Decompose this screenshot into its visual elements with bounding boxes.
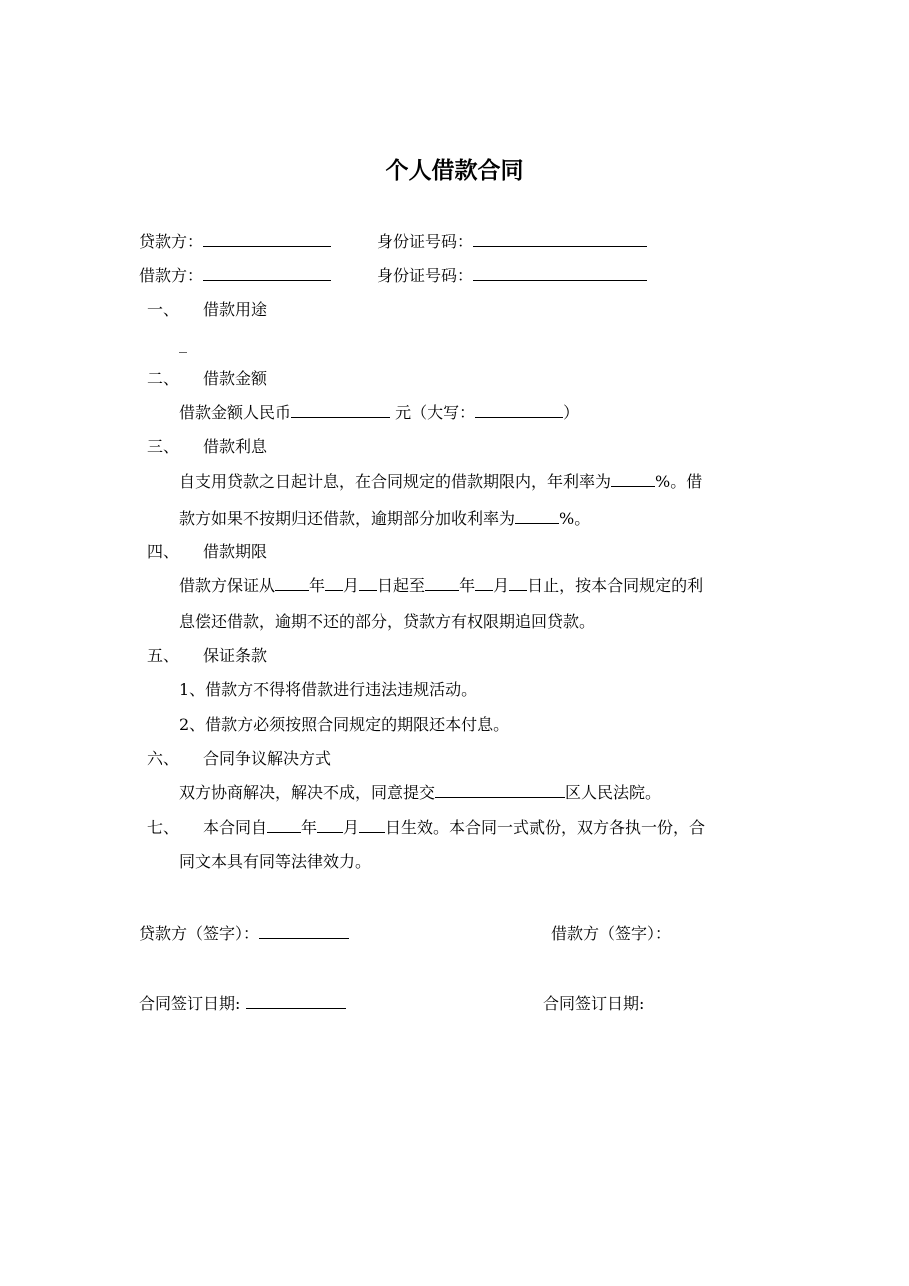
- annual-rate-field[interactable]: [611, 472, 655, 487]
- section-4-line-2: 息偿还借款，逾期不还的部分，贷款方有权限期追回贷款。: [179, 612, 596, 631]
- section-6-heading: 六、 合同争议解决方式: [147, 749, 332, 768]
- section-2-body: 借款金额人民币 元（大写： ）: [179, 403, 580, 422]
- lender-id-row: [377, 232, 647, 252]
- end-month-field[interactable]: [475, 576, 493, 591]
- court-district-field[interactable]: [435, 783, 565, 798]
- section-5-item-1: 1、借款方不得将借款进行违法违规活动。: [179, 680, 478, 699]
- lender-date-row: 合同签订日期:: [139, 994, 346, 1014]
- borrower-row: [139, 266, 331, 286]
- section-6-body: 双方协商解决，解决不成，同意提交 区人民法院。: [179, 783, 662, 802]
- section-3-line-2: 款方如果不按期归还借款，逾期部分加收利率为 %。: [179, 509, 591, 528]
- start-year-field[interactable]: [275, 576, 309, 591]
- section-3-heading: 三、 借款利息: [147, 437, 268, 456]
- page-title: 个人借款合同: [385, 158, 524, 184]
- borrower-label: 借款方：: [139, 266, 204, 285]
- effective-day-field[interactable]: [359, 818, 385, 833]
- section-2-heading: 二、 借款金额: [147, 369, 268, 388]
- section-1-body: _: [179, 334, 187, 353]
- effective-year-field[interactable]: [267, 818, 301, 833]
- lender-label: 贷款方：: [139, 232, 204, 251]
- section-4-heading: 四、 借款期限: [147, 542, 268, 561]
- borrower-date-label: 合同签订日期:: [543, 994, 645, 1013]
- borrower-id-field[interactable]: [473, 266, 647, 281]
- borrower-name-field[interactable]: [203, 266, 331, 281]
- lender-id-field[interactable]: [473, 232, 647, 247]
- lender-name-field[interactable]: [203, 232, 331, 247]
- section-7-line-2: 同文本具有同等法律效力。: [179, 852, 372, 871]
- lender-id-label: 身份证号码：: [377, 232, 474, 251]
- borrower-id-row: [377, 266, 647, 286]
- lender-signature-row: 贷款方（签字）：: [139, 924, 349, 944]
- borrower-signature-label: 借款方（签字）：: [551, 924, 672, 943]
- end-year-field[interactable]: [425, 576, 459, 591]
- section-4-line-1: 借款方保证从 年 月 日起至 年 月 日止，按本合同规定的利: [179, 576, 704, 595]
- amount-capital-field[interactable]: [475, 403, 563, 418]
- section-1-heading: 一、 借款用途: [147, 300, 268, 319]
- section-5-heading: 五、 保证条款: [147, 646, 268, 665]
- end-day-field[interactable]: [509, 576, 527, 591]
- section-7-line-1: 七、 本合同自 年 月 日生效。本合同一式贰份，双方各执一份，合: [147, 818, 706, 837]
- amount-field[interactable]: [291, 403, 390, 418]
- lender-row: [139, 232, 331, 252]
- effective-month-field[interactable]: [317, 818, 343, 833]
- start-month-field[interactable]: [325, 576, 343, 591]
- lender-date-field[interactable]: [246, 994, 346, 1009]
- overdue-rate-field[interactable]: [515, 509, 559, 524]
- start-day-field[interactable]: [359, 576, 377, 591]
- borrower-id-label: 身份证号码：: [377, 266, 474, 285]
- lender-signature-field[interactable]: [259, 924, 349, 939]
- section-3-line-1: 自支用贷款之日起计息，在合同规定的借款期限内，年利率为 %。借: [179, 472, 703, 491]
- section-5-item-2: 2、借款方必须按照合同规定的期限还本付息。: [179, 715, 510, 734]
